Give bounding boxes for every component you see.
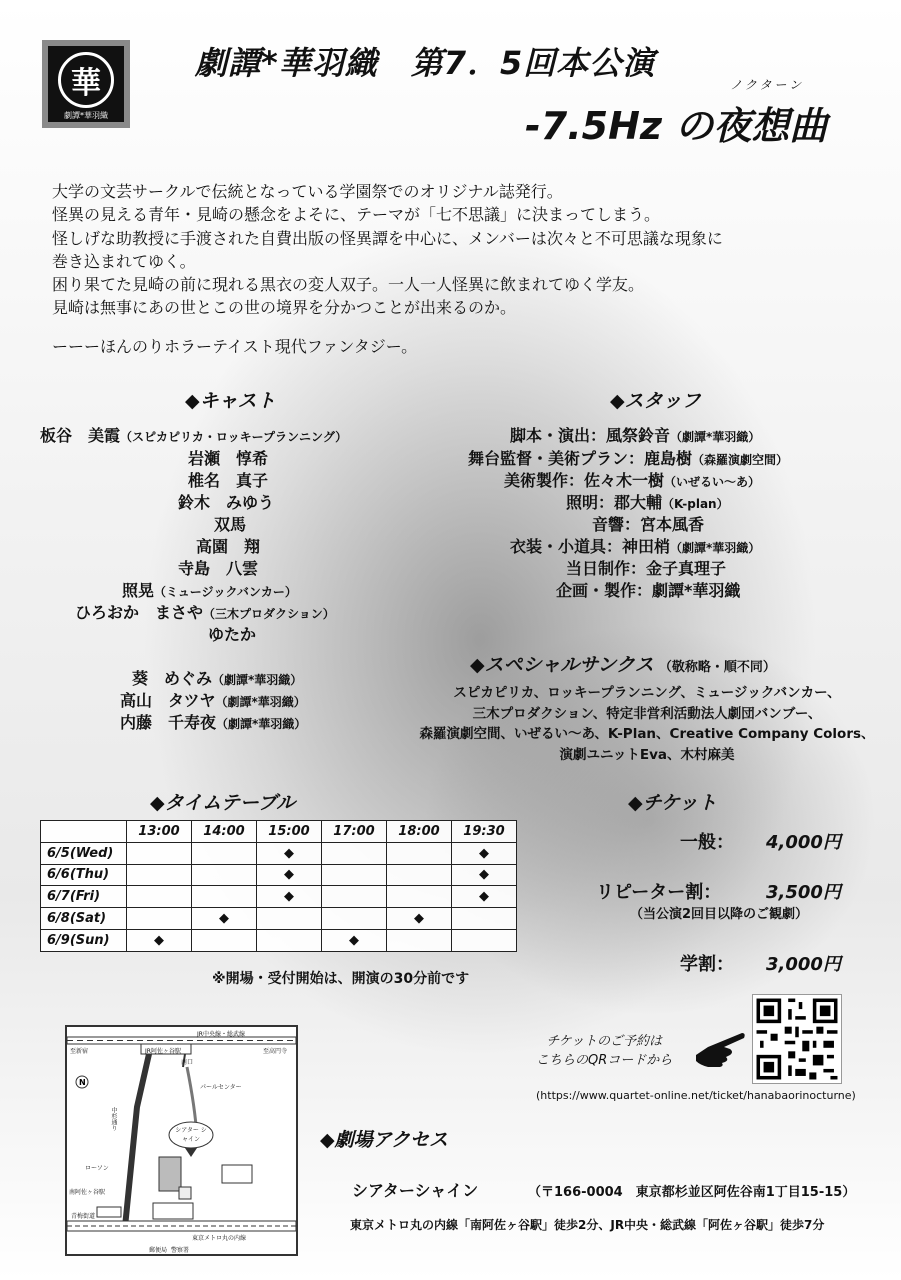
staff-role: 照明：郡大輔 <box>566 493 663 512</box>
timetable-cell <box>192 929 257 951</box>
synopsis-line: 怪異の見える青年・見崎の懸念をよそに、テーマが「七不思議」に決まってしまう。 <box>52 205 661 225</box>
staff-member <box>468 446 788 469</box>
staff-role: 衣装・小道具：神田梢 <box>510 537 671 556</box>
thanks-line: 演劇ユニットEva、木村麻美 <box>559 746 735 763</box>
timetable-cell <box>322 842 387 864</box>
cast-affiliation: （三木プロダクション） <box>203 607 335 621</box>
staff-member <box>566 556 726 579</box>
cast-name: 高園 翔 <box>196 537 261 556</box>
staff-member <box>566 490 729 513</box>
timetable-time-header: 13:00 <box>127 821 192 843</box>
cast-affiliation: （劇譚*華羽織） <box>216 717 307 731</box>
synopsis-line: 巻き込まれてゆく。 <box>52 251 196 271</box>
cast-name: ゆたか <box>208 625 257 644</box>
timetable-note: ※開場・受付開始は、開演の30分前です <box>212 971 470 987</box>
timetable-corner <box>41 821 127 843</box>
map-east-label: 至高円寺 <box>263 1048 288 1055</box>
cast-name: 内藤 千寿夜 <box>120 713 217 732</box>
staff-role: 美術製作：佐々木一樹 <box>504 471 665 490</box>
timetable-cell <box>192 842 257 864</box>
cast-member <box>178 490 274 513</box>
cast-member <box>75 600 335 623</box>
theater-route: 東京メトロ丸の内線「南阿佐ヶ谷駅」徒歩2分、JR中央・総武線「阿佐ヶ谷駅」徒歩7分 <box>350 1218 825 1232</box>
ticket-general-price: 4,000円 <box>766 832 841 853</box>
timetable-heading: ◆タイムテーブル <box>150 792 296 814</box>
reservation-line: こちらのQRコードから <box>536 1053 673 1068</box>
thanks-line: 三木プロダクション、特定非営利活動法人劇団バンブー、 <box>472 705 822 722</box>
timetable-row <box>41 929 517 951</box>
performance-mark: ◆ <box>452 886 517 908</box>
performance-mark: ◆ <box>127 929 192 951</box>
cast-name: 葵 めぐみ <box>132 669 213 688</box>
performance-mark: ◆ <box>257 842 322 864</box>
timetable-cell <box>127 864 192 886</box>
performance-subtitle: -7.5Hz の夜想曲 <box>525 104 828 148</box>
thanks-note: （敬称略・順不同） <box>658 660 776 675</box>
staff-member <box>556 578 740 601</box>
thanks-line: 森羅演劇空間、いぜるい～あ、K-Plan、Creative Company Colors、 <box>419 726 875 742</box>
staff-role: 当日制作：金子真理子 <box>566 559 727 578</box>
staff-member <box>510 534 760 557</box>
map-nakasugi-label: 中杉通り <box>110 1107 117 1131</box>
cast-member <box>214 512 246 535</box>
performance-title: 劇譚*華羽織 第7．5回本公演 <box>195 44 656 82</box>
performance-mark: ◆ <box>452 864 517 886</box>
svg-text:N: N <box>79 1078 86 1087</box>
cast-member <box>122 578 297 601</box>
map-post-label: 郵便局 <box>149 1247 168 1254</box>
ticket-repeat-label: リピーター割： <box>596 882 722 903</box>
map-police-label: 警察署 <box>171 1247 190 1254</box>
timetable-date: 6/9(Sun) <box>41 929 127 951</box>
staff-affiliation: （いぜるい～あ） <box>664 475 761 489</box>
reservation-text <box>536 1032 672 1070</box>
performance-mark: ◆ <box>192 908 257 930</box>
timetable-cell <box>192 886 257 908</box>
pointing-hand-icon <box>694 1025 746 1071</box>
title-ruby: ノクターン <box>730 78 805 92</box>
cast-name: 寺島 八雲 <box>178 559 259 578</box>
performance-mark: ◆ <box>257 864 322 886</box>
timetable-row <box>41 864 517 886</box>
cast-member <box>188 446 268 469</box>
timetable-time-header: 18:00 <box>387 821 452 843</box>
thanks-heading: ◆スペシャルサンクス <box>470 654 654 676</box>
synopsis-line: 怪しげな助教授に手渡された自費出版の怪異譚を中心に、メンバーは次々と不可思議な現象に <box>52 228 723 248</box>
performance-mark: ◆ <box>387 908 452 930</box>
performance-mark: ◆ <box>257 886 322 908</box>
staff-member <box>510 423 760 446</box>
timetable-date: 6/6(Thu) <box>41 864 127 886</box>
synopsis-line: 見崎は無事にあの世とこの世の境界を分かつことが出来るのか。 <box>52 298 517 318</box>
timetable-cell <box>257 908 322 930</box>
map-south-exit-label: 南口 <box>181 1059 194 1066</box>
timetable-date: 6/7(Fri) <box>41 886 127 908</box>
staff-role: 企画・製作：劇譚*華羽織 <box>556 581 741 600</box>
staff-affiliation: （劇譚*華羽織） <box>670 430 761 444</box>
cast-member <box>196 534 260 557</box>
cast-name: 板谷 美霞 <box>40 426 121 445</box>
cast-name: 高山 タツヤ <box>120 691 216 710</box>
access-map <box>65 1025 298 1256</box>
ticket-repeat-price: 3,500円 <box>766 882 841 903</box>
map-station-label: JR阿佐ヶ谷駅 <box>145 1048 181 1055</box>
staff-member <box>592 512 704 535</box>
cast-member <box>120 710 306 733</box>
map-lawson-label: ローソン <box>85 1165 109 1172</box>
timetable-row <box>41 842 517 864</box>
timetable-cell <box>452 929 517 951</box>
cast-name: 椎名 真子 <box>188 471 269 490</box>
cast-name: 岩瀬 惇希 <box>188 449 269 468</box>
thanks-header <box>470 650 776 677</box>
ticket-student-price: 3,000円 <box>766 954 841 975</box>
cast-member <box>40 423 347 446</box>
cast-name: 鈴木 みゆう <box>178 493 275 512</box>
staff-affiliation: （劇譚*華羽織） <box>670 541 761 555</box>
cast-member <box>188 468 268 491</box>
staff-affiliation: （K-plan） <box>662 497 729 511</box>
timetable-cell <box>322 886 387 908</box>
tagline: ーーーほんのりホラーテイスト現代ファンタジー。 <box>52 337 418 356</box>
map-pearl-label: パールセンター <box>200 1084 242 1091</box>
performance-mark: ◆ <box>322 929 387 951</box>
map-rail-label: JR中央線・総武線 <box>197 1031 245 1038</box>
synopsis <box>52 180 723 320</box>
staff-role: 舞台監督・美術プラン：鹿島樹 <box>468 449 693 468</box>
access-heading: ◆劇場アクセス <box>320 1129 449 1151</box>
staff-heading: ◆スタッフ <box>610 390 701 412</box>
ticket-repeat-note: （当公演2回目以降のご観劇） <box>630 907 809 922</box>
timetable-cell <box>127 886 192 908</box>
cast-member <box>178 556 258 579</box>
timetable-date: 6/8(Sat) <box>41 908 127 930</box>
synopsis-line: 困り果てた見崎の前に現れる黒衣の変人双子。一人一人怪異に飲まれてゆく学友。 <box>52 275 645 295</box>
timetable-row <box>41 886 517 908</box>
timetable-cell <box>452 908 517 930</box>
cast-heading: ◆キャスト <box>185 390 276 412</box>
timetable-cell <box>387 929 452 951</box>
cast-name: 照晃 <box>122 581 155 600</box>
performance-mark: ◆ <box>452 842 517 864</box>
staff-role: 脚本・演出：風祭鈴音 <box>510 426 671 445</box>
timetable-cell <box>257 929 322 951</box>
timetable-cell <box>387 842 452 864</box>
timetable <box>40 820 517 952</box>
timetable-time-header: 19:30 <box>452 821 517 843</box>
cast-affiliation: （劇譚*華羽織） <box>212 673 303 687</box>
thanks-line: スピカピリカ、ロッキープランニング、ミュージックバンカー、 <box>453 685 841 701</box>
timetable-cell <box>127 908 192 930</box>
map-ome-label: 青梅街道 <box>71 1213 96 1220</box>
cast-affiliation: （スピカピリカ・ロッキープランニング） <box>120 430 348 444</box>
timetable-cell <box>322 908 387 930</box>
timetable-time-header: 17:00 <box>322 821 387 843</box>
theater-name: シアターシャイン <box>352 1181 479 1200</box>
cast-member <box>120 688 306 711</box>
cast-affiliation: （劇譚*華羽織） <box>215 695 306 709</box>
map-metro-station-label: 南阿佐ヶ谷駅 <box>69 1189 106 1196</box>
timetable-cell <box>127 842 192 864</box>
staff-member <box>504 468 760 491</box>
ticket-student-label: 学割： <box>680 954 734 975</box>
ticket-qr-code[interactable] <box>752 994 842 1084</box>
timetable-date: 6/5(Wed) <box>41 842 127 864</box>
ticket-url[interactable]: (https://www.quartet-online.net/ticket/hanabaorinocturne) <box>536 1089 856 1102</box>
cast-name: ひろおか まさや <box>75 603 204 622</box>
theater-address: （〒166-0004 東京都杉並区阿佐谷南1丁目15-15） <box>528 1185 856 1200</box>
cast-affiliation: （ミュージックバンカー） <box>154 585 297 599</box>
cast-member <box>208 622 256 645</box>
timetable-cell <box>387 864 452 886</box>
timetable-cell <box>322 864 387 886</box>
timetable-cell <box>192 864 257 886</box>
cast-member <box>132 666 302 689</box>
staff-role: 音響：宮本風香 <box>592 515 705 534</box>
cast-name: 双馬 <box>214 515 247 534</box>
map-theater-label: シアター シャイン <box>175 1127 207 1143</box>
timetable-row <box>41 908 517 930</box>
thanks-list <box>412 683 882 765</box>
timetable-cell <box>387 886 452 908</box>
timetable-time-header: 14:00 <box>192 821 257 843</box>
map-west-label: 至新宿 <box>70 1048 89 1055</box>
troupe-logo: 華 劇譚*華羽織 <box>42 40 130 128</box>
reservation-line: チケットのご予約は <box>546 1034 663 1049</box>
ticket-general-label: 一般： <box>680 832 734 853</box>
timetable-time-header: 15:00 <box>257 821 322 843</box>
ticket-heading: ◆チケット <box>628 792 717 814</box>
map-metro-line-label: 東京メトロ丸の内線 <box>192 1235 247 1242</box>
synopsis-line: 大学の文芸サークルで伝統となっている学園祭でのオリジナル誌発行。 <box>52 182 563 201</box>
staff-affiliation: （森羅演劇空間） <box>692 453 789 467</box>
